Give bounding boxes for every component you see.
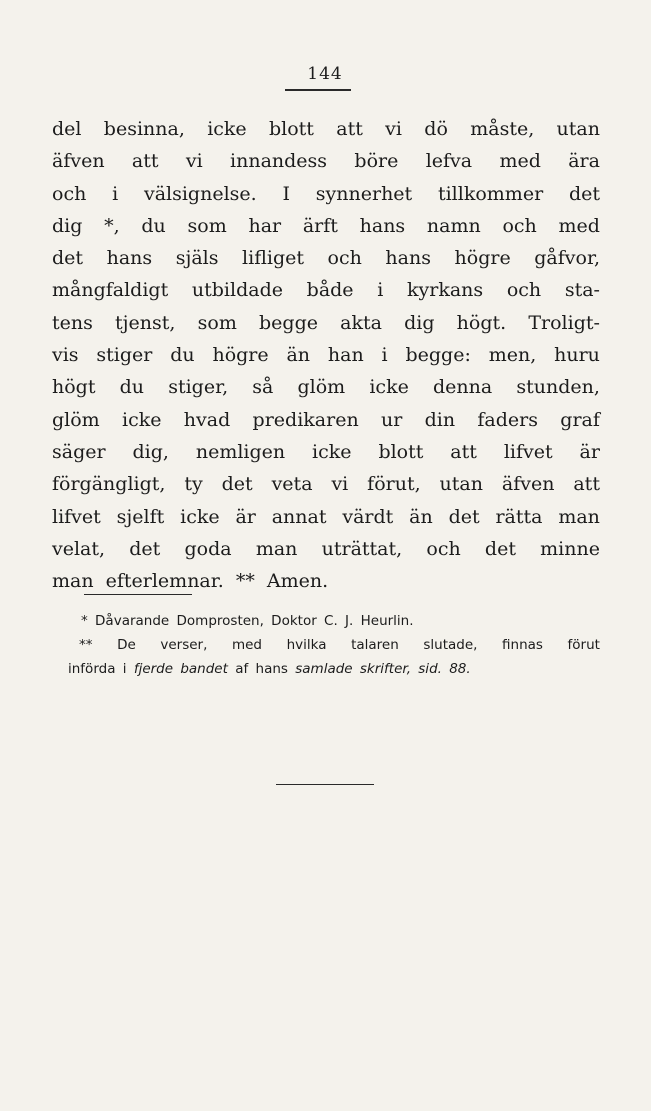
body-line	[52, 371, 600, 403]
page-number-rule	[285, 89, 351, 91]
word: glöm	[52, 408, 100, 431]
word: Troligt-	[528, 311, 600, 334]
word: finnas	[502, 637, 543, 653]
word: man	[558, 505, 600, 528]
word: i	[381, 344, 388, 367]
word: högt.	[456, 311, 507, 334]
body-line	[52, 339, 600, 371]
word: ur	[380, 408, 403, 431]
word: stiger,	[168, 376, 229, 399]
word: förut	[567, 637, 600, 653]
word: som	[187, 214, 227, 237]
word: hans	[106, 247, 153, 270]
word: mångfaldigt	[52, 279, 169, 302]
word: **	[79, 637, 93, 653]
word: icke	[180, 505, 220, 528]
word: vis	[52, 344, 79, 367]
word: värdt	[342, 505, 394, 528]
word: lifvet	[503, 440, 553, 463]
word: glöm	[297, 376, 346, 399]
word: du	[119, 376, 145, 399]
word: själs	[175, 247, 219, 270]
word: med	[499, 150, 541, 173]
word: gåfvor,	[534, 247, 600, 270]
word: än	[409, 505, 433, 528]
word: han	[327, 344, 364, 367]
word: utbildade	[191, 279, 283, 302]
body-line	[52, 533, 600, 565]
word: och	[52, 182, 87, 205]
word: slutade,	[423, 637, 478, 653]
word: du	[141, 214, 166, 237]
word: minne	[540, 537, 600, 560]
word: uträttat,	[321, 537, 403, 560]
word: denna	[433, 376, 493, 399]
word: tillkommer	[437, 182, 544, 205]
word: äfven	[501, 473, 555, 496]
word: annat	[271, 505, 327, 528]
word: talaren	[351, 637, 399, 653]
body-line	[52, 242, 600, 274]
word: begge	[259, 311, 318, 334]
word: hans	[385, 247, 431, 270]
word: icke	[122, 408, 162, 431]
word: det	[52, 247, 84, 270]
word: icke	[207, 118, 247, 140]
word: det	[568, 182, 600, 205]
word: blott	[378, 440, 424, 463]
word: i	[377, 279, 384, 302]
word: hans	[359, 214, 406, 237]
footnote-2-line-2	[52, 657, 600, 681]
footnotes	[52, 609, 600, 681]
word: tjenst,	[115, 311, 176, 334]
word: icke	[369, 376, 409, 399]
end-rule	[276, 784, 374, 785]
footnote-text: af hans	[227, 661, 296, 677]
word: De	[117, 637, 136, 653]
word: stiger	[96, 344, 153, 367]
word: stunden,	[516, 376, 600, 399]
body-line	[52, 404, 600, 436]
word: högre	[454, 247, 511, 270]
word: att	[573, 473, 600, 496]
footnote-1: * Dåvarande Domprosten, Doktor C. J. Heurlin.	[81, 613, 414, 629]
word: hvilka	[286, 637, 327, 653]
word: ärft	[302, 214, 338, 237]
word: hvad	[183, 408, 231, 431]
word: besinna,	[103, 118, 185, 140]
word: högre	[212, 344, 269, 367]
word: dig	[52, 214, 83, 237]
word: med	[231, 637, 262, 653]
page-number: 144	[307, 64, 343, 84]
word: det	[221, 473, 253, 496]
word: äfven	[52, 150, 105, 173]
word: förut,	[367, 473, 421, 496]
footnote-separator	[84, 594, 192, 595]
word: i	[112, 182, 119, 205]
word: lefva	[425, 150, 473, 173]
word: men,	[488, 344, 537, 367]
word: att	[336, 118, 363, 140]
word: icke	[312, 440, 352, 463]
word: innandess	[230, 150, 328, 173]
word: faders	[477, 408, 538, 431]
word: lifliget	[242, 247, 304, 270]
word: utan	[556, 118, 600, 140]
word: ära	[568, 150, 600, 173]
word: man	[255, 537, 298, 560]
word: sta-	[564, 279, 600, 302]
word: än	[286, 344, 311, 367]
body-line	[52, 210, 600, 242]
word: nemligen	[195, 440, 286, 463]
word: och	[426, 537, 461, 560]
footnote-2-line-1	[52, 633, 600, 657]
word: graf	[560, 408, 600, 431]
body-line	[52, 501, 600, 533]
word: med	[558, 214, 600, 237]
word: och	[327, 247, 362, 270]
footnote-text: införda i	[68, 661, 134, 677]
footnote-italic: samlade skrifter, sid. 88.	[295, 661, 471, 677]
word: sjelft	[116, 505, 165, 528]
body-line	[52, 274, 600, 306]
word: *,	[104, 214, 120, 237]
word: lifvet	[52, 505, 101, 528]
word: måste,	[470, 118, 535, 140]
word: högt	[52, 376, 96, 399]
word: säger	[52, 440, 106, 463]
body-line	[52, 113, 600, 145]
word: att	[131, 150, 159, 173]
word: huru	[554, 344, 600, 367]
word: det	[484, 537, 516, 560]
word: vi	[185, 150, 203, 173]
word: att	[450, 440, 477, 463]
body-line	[52, 145, 600, 177]
word: predikaren	[252, 408, 359, 431]
body-line	[52, 307, 600, 339]
word: som	[197, 311, 237, 334]
word: det	[448, 505, 480, 528]
body-line	[52, 178, 600, 210]
word: begge:	[405, 344, 471, 367]
word: både	[306, 279, 354, 302]
footnote-italic: fjerde bandet	[133, 661, 228, 677]
word: ty	[184, 473, 203, 496]
body-line	[52, 436, 600, 468]
word: din	[424, 408, 456, 431]
word: I	[282, 182, 290, 205]
word: del	[52, 118, 82, 140]
word: veta	[271, 473, 313, 496]
word: rätta	[495, 505, 543, 528]
word: dig,	[132, 440, 169, 463]
word: det	[129, 537, 161, 560]
word: utan	[439, 473, 483, 496]
word: namn	[426, 214, 481, 237]
word: och	[506, 279, 542, 302]
word: tens	[52, 311, 93, 334]
body-text	[52, 113, 600, 597]
word: du	[170, 344, 195, 367]
word: böre	[354, 150, 399, 173]
word: välsignelse.	[143, 182, 257, 205]
word: är	[235, 505, 256, 528]
word: har	[248, 214, 282, 237]
word: synnerhet	[315, 182, 413, 205]
word: förgängligt,	[52, 473, 166, 496]
body-line: man efterlemnar. ** Amen.	[52, 570, 329, 593]
body-line	[52, 468, 600, 500]
word: är	[579, 440, 600, 463]
word: och	[502, 214, 537, 237]
word: goda	[184, 537, 232, 560]
word: velat,	[52, 537, 106, 560]
word: så	[252, 376, 274, 399]
word: blott	[268, 118, 314, 140]
word: dig	[404, 311, 435, 334]
word: vi	[385, 118, 402, 140]
word: dö	[424, 118, 448, 140]
word: vi	[331, 473, 349, 496]
word: kyrkans	[406, 279, 484, 302]
word: akta	[340, 311, 382, 334]
word: verser,	[160, 637, 208, 653]
